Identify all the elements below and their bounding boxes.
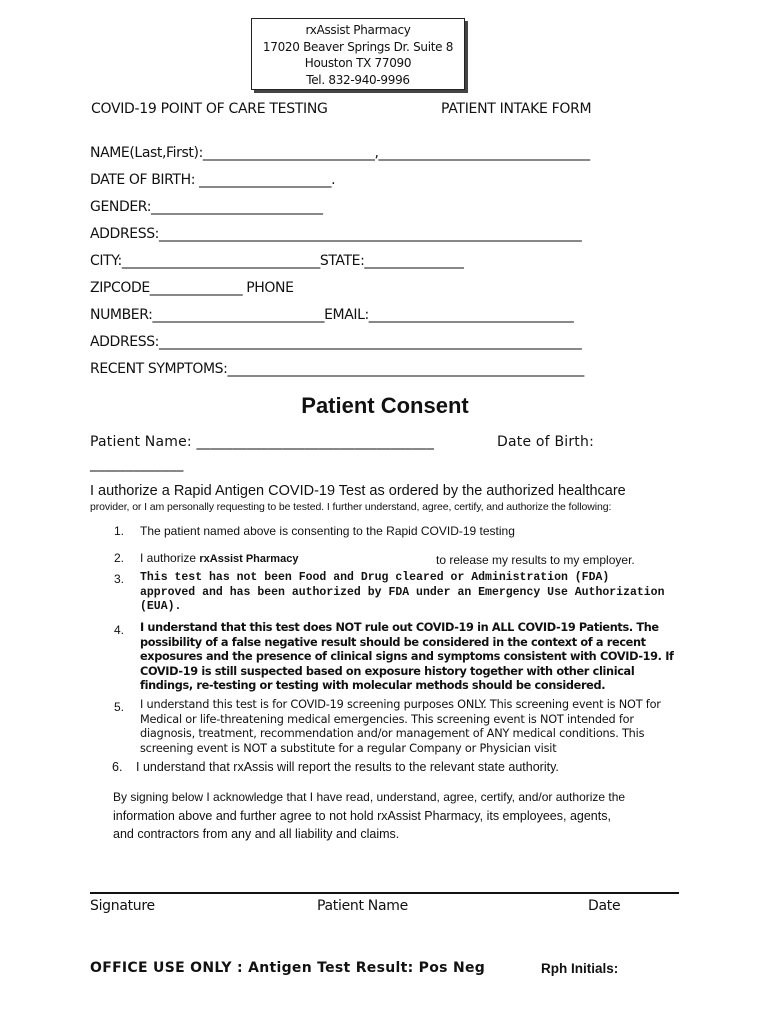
- signature-line[interactable]: [90, 892, 679, 894]
- gender-field[interactable]: GENDER:__________________________: [90, 199, 323, 215]
- consent-dob-label: Date of Birth:: [497, 434, 594, 450]
- item-number: 4.: [114, 623, 125, 637]
- address-field[interactable]: ADDRESS:________________________________________________________________: [90, 226, 582, 242]
- dob-field[interactable]: DATE OF BIRTH: ____________________.: [90, 172, 336, 188]
- item-number: 6.: [112, 760, 123, 774]
- pharmacy-phone: Tel. 832-940-9996: [306, 72, 410, 87]
- consent-item-1: The patient named above is consenting to the Rapid COVID-19 testing: [140, 524, 515, 538]
- consent-item-2-prefix: I authorize: [140, 551, 200, 565]
- ack-line2: information above and further agree to not hold rxAssist Pharmacy, its employees, agents,: [113, 809, 611, 823]
- consent-dob-blank[interactable]: _____________: [90, 456, 184, 472]
- consent-patient-name[interactable]: Patient Name: _________________________________: [90, 434, 435, 450]
- consent-item-2: [140, 551, 298, 565]
- consent-item-6: I understand that rxAssis will report the results to the relevant state authority.: [136, 760, 559, 774]
- consent-item-2-suffix: to release my results to my employer.: [436, 553, 635, 567]
- recent-symptoms-field[interactable]: RECENT SYMPTOMS:______________________________________________________: [90, 361, 584, 377]
- consent-intro-line2: provider, or I am personally requesting to be tested. I further understand, agree, certify, and authorize the following:: [90, 501, 612, 513]
- consent-item-5: I understand this test is for COVID-19 screening purposes ONLY. This screening event is NOT for Medical or life-threatening medical emergencies. This screening event is NOT intended for diagnosis, treatment, recommendation and/or management of ANY medical conditions. This screening event is NOT a substitute for a regular Company or Physician visit: [140, 698, 661, 755]
- number-email-field[interactable]: NUMBER:__________________________EMAIL:_______________________________: [90, 307, 574, 323]
- rph-initials-label: Rph Initials:: [541, 961, 619, 976]
- office-use-line: OFFICE USE ONLY : Antigen Test Result: Pos Neg: [90, 960, 486, 976]
- consent-item-3: This test has not been Food and Drug cleared or Administration (FDA) approved and has been authorized by FDA under an Emergency Use Authorization (EUA).: [140, 571, 665, 613]
- consent-item-2-pharmacy: rxAssist Pharmacy: [199, 553, 299, 565]
- name-field[interactable]: NAME(Last,First):__________________________,________________________________: [90, 145, 590, 161]
- consent-title: Patient Consent: [301, 393, 469, 418]
- pharmacy-name: rxAssist Pharmacy: [305, 23, 411, 37]
- date-label: Date: [588, 898, 621, 914]
- item-number: 3.: [114, 572, 125, 586]
- address2-field[interactable]: ADDRESS:________________________________________________________________: [90, 334, 582, 350]
- city-state-field[interactable]: CITY:______________________________STATE:_______________: [90, 253, 464, 269]
- consent-item-4: I understand that this test does NOT rule out COVID-19 in ALL COVID-19 Patients. The possibility of a false negative result should be considered in the context of a recent exposures and the presence of clinical signs and symptoms consistent with COVID-19. If COVID-19 is still suspected based on exposure history together with other clinical findings, re-testing or testing with molecular methods should be considered.: [140, 621, 674, 693]
- form-title-left: COVID-19 POINT OF CARE TESTING: [91, 101, 328, 117]
- pharmacy-address-line1: 17020 Beaver Springs Dr. Suite 8: [262, 39, 454, 54]
- patient-name-label: Patient Name: [317, 898, 408, 914]
- item-number: 1.: [114, 524, 125, 538]
- pharmacy-address-line2: Houston TX 77090: [304, 56, 412, 70]
- item-number: 5.: [114, 700, 125, 714]
- ack-line3: and contractors from any and all liability and claims.: [113, 827, 400, 841]
- ack-line1: By signing below I acknowledge that I have read, understand, agree, certify, and/or authorize the: [113, 790, 626, 804]
- zip-phone-field[interactable]: ZIPCODE______________ PHONE: [90, 280, 294, 296]
- item-number: 2.: [114, 551, 125, 565]
- signature-label: Signature: [90, 898, 155, 914]
- consent-intro-line1: I authorize a Rapid Antigen COVID-19 Test as ordered by the authorized healthcare: [90, 483, 626, 499]
- form-title-right: PATIENT INTAKE FORM: [441, 101, 592, 117]
- pharmacy-header-box: [251, 18, 465, 90]
